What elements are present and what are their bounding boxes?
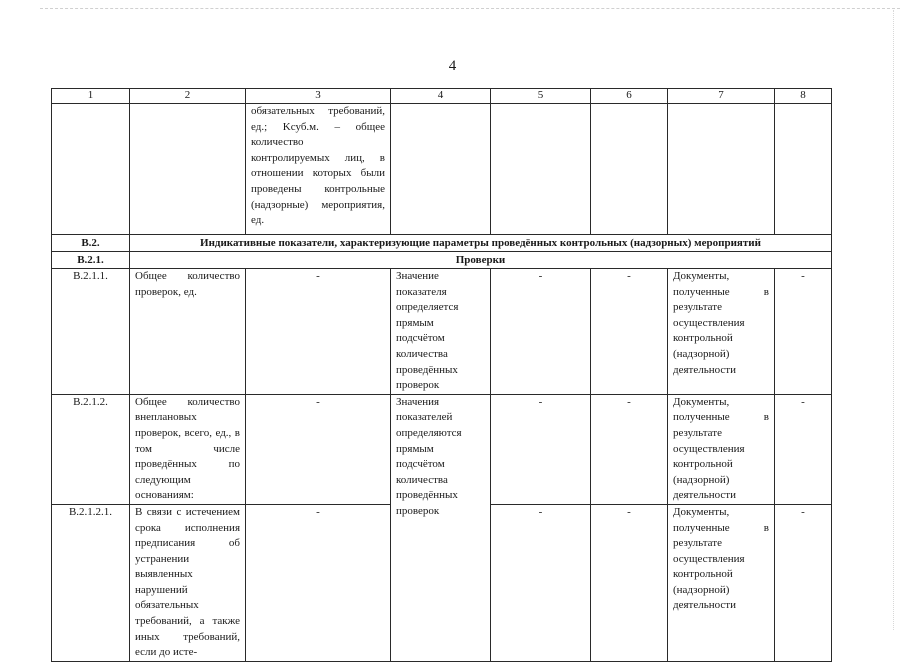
scan-top-line (40, 8, 900, 9)
page-number: 4 (448, 58, 457, 74)
row-code: В.2.1.2. (52, 394, 130, 504)
column-number: 6 (591, 89, 668, 104)
row-name: Общее количество внеплановых проверок, всего, ед., в том числе проведённых по следующим основаниям: (130, 394, 246, 504)
column-number-row (52, 89, 832, 104)
row-method: Значения показателей определяются прямым подсчётом количества проведённых проверок (391, 394, 491, 661)
section-row-b21 (52, 252, 832, 269)
row-source: Документы, полученные в результате осуществления контрольной (надзорной) деятельности (668, 394, 775, 504)
row-code: В.2.1.1. (52, 269, 130, 395)
row-name: В связи с истечением срока исполнения предписания об устранении выявленных нарушений обязательных требований, а также иных требований, если до исте- (130, 504, 246, 661)
column-number: 5 (491, 89, 591, 104)
section-title: Проверки (130, 252, 832, 269)
row-col8: - (775, 504, 832, 661)
row-col5: - (491, 269, 591, 395)
row-formula: - (246, 269, 391, 395)
row-source: Документы, полученные в результате осуществления контрольной (надзорной) деятельности (668, 504, 775, 661)
continuation-row (52, 104, 832, 235)
row-formula: - (246, 394, 391, 504)
column-number: 1 (52, 89, 130, 104)
section-code: В.2.1. (52, 252, 130, 269)
row-col8: - (775, 269, 832, 395)
section-code: В.2. (52, 235, 130, 252)
column-number: 2 (130, 89, 246, 104)
column-number: 4 (391, 89, 491, 104)
row-col6: - (591, 394, 668, 504)
section-row-b2 (52, 235, 832, 252)
column-number: 7 (668, 89, 775, 104)
column-number: 3 (246, 89, 391, 104)
formula-continuation: обязательных требований, ед.; Kсуб.м. – общее количество контролируемых лиц, в отношении которых были проведены контрольные (надзорные) мероприятия, ед. (246, 104, 391, 235)
table-row (52, 394, 832, 504)
row-method: Значение показателя определяется прямым подсчётом количества проведённых проверок (391, 269, 491, 395)
row-col5: - (491, 394, 591, 504)
column-number: 8 (775, 89, 832, 104)
scan-edge-line (893, 10, 894, 630)
row-col6: - (591, 269, 668, 395)
indicators-table (51, 88, 832, 662)
row-col8: - (775, 394, 832, 504)
table-row (52, 269, 832, 395)
row-col5: - (491, 504, 591, 661)
row-name: Общее количество проверок, ед. (130, 269, 246, 395)
row-formula: - (246, 504, 391, 661)
row-col6: - (591, 504, 668, 661)
section-title: Индикативные показатели, характеризующие параметры проведённых контрольных (надзорных) мероприятий (130, 235, 832, 252)
row-code: В.2.1.2.1. (52, 504, 130, 661)
row-source: Документы, полученные в результате осуществления контрольной (надзорной) деятельности (668, 269, 775, 395)
